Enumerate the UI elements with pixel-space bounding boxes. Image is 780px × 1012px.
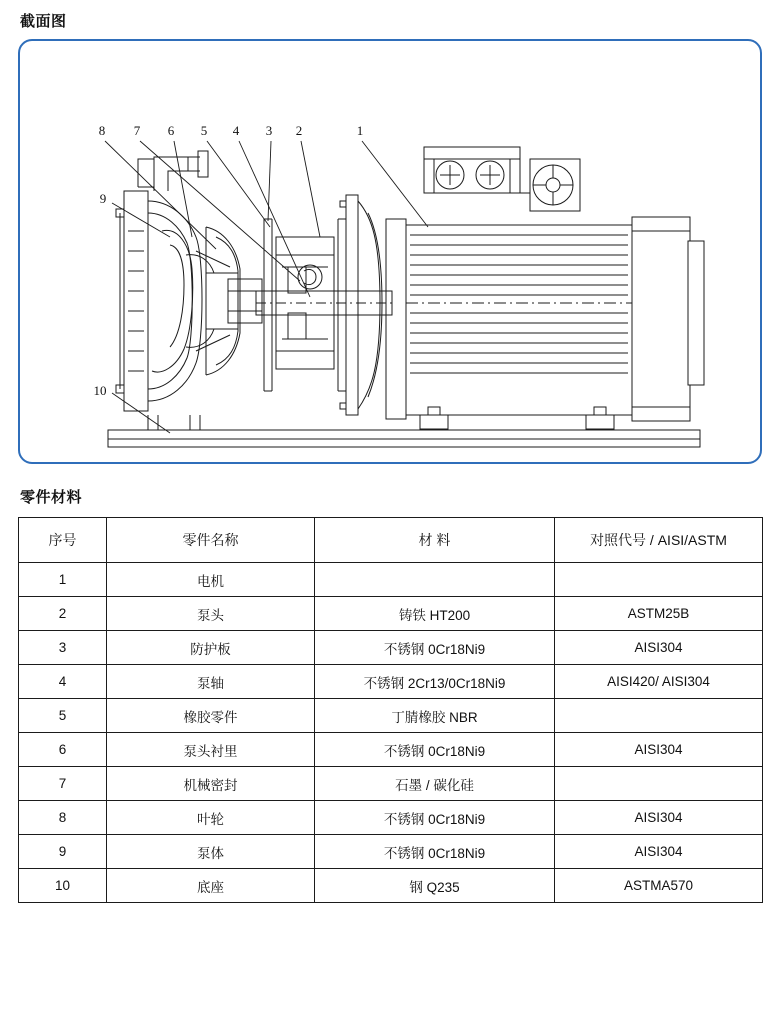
cell-code: AISI420/ AISI304 [555,665,763,699]
cell-material [315,563,555,597]
cell-no: 2 [19,597,107,631]
col-header-code: 对照代号 / AISI/ASTM [555,518,763,563]
cell-no: 8 [19,801,107,835]
motor-end-bell-left [386,219,406,419]
cell-name: 机械密封 [107,767,315,801]
table-row [19,563,763,597]
motor-body [406,225,632,415]
cell-code [555,767,763,801]
cross-section-figure-frame [18,39,762,464]
cell-code: ASTM25B [555,597,763,631]
pump-cross-section-drawing [20,41,760,462]
cell-name: 泵头 [107,597,315,631]
cell-material: 不锈钢 2Cr13/0Cr18Ni9 [315,665,555,699]
cell-name: 泵头衬里 [107,733,315,767]
materials-section-title: 零件材料 [20,489,83,506]
figure-section-title-wrap [18,0,762,31]
table-row [19,801,763,835]
cell-code: AISI304 [555,733,763,767]
cell-no: 1 [19,563,107,597]
cell-code [555,563,763,597]
cell-name: 泵体 [107,835,315,869]
cell-code: AISI304 [555,835,763,869]
cell-no: 4 [19,665,107,699]
materials-section-title-wrap [18,486,762,507]
cell-no: 7 [19,767,107,801]
table-row [19,597,763,631]
callout-6: 6 [167,123,175,138]
cell-no: 3 [19,631,107,665]
cell-no: 10 [19,869,107,903]
table-row [19,665,763,699]
cell-name: 防护板 [107,631,315,665]
callout-3: 3 [265,123,273,138]
cell-code: AISI304 [555,631,763,665]
cell-material: 铸铁 HT200 [315,597,555,631]
table-row [19,631,763,665]
cell-no: 5 [19,699,107,733]
cell-material: 不锈钢 0Cr18Ni9 [315,631,555,665]
parts-table-body [19,563,763,903]
cell-name: 叶轮 [107,801,315,835]
cell-material: 不锈钢 0Cr18Ni9 [315,733,555,767]
cell-name: 泵轴 [107,665,315,699]
callout-5: 5 [200,123,208,138]
cell-material: 不锈钢 0Cr18Ni9 [315,801,555,835]
table-row [19,767,763,801]
cell-code [555,699,763,733]
parts-material-table [18,517,763,903]
callout-4: 4 [232,123,240,138]
col-header-no: 序号 [19,518,107,563]
cell-material: 石墨 / 碳化硅 [315,767,555,801]
cell-name: 底座 [107,869,315,903]
cell-material: 钢 Q235 [315,869,555,903]
table-header-row [19,518,763,563]
leader-1 [362,141,428,227]
table-row [19,699,763,733]
callout-9: 9 [99,191,107,206]
motor-terminal-box [424,147,520,193]
callout-1: 1 [356,123,364,138]
cell-no: 9 [19,835,107,869]
motor-fan-cover [632,217,690,421]
leader-2 [301,141,320,237]
cell-material: 丁腈橡胶 NBR [315,699,555,733]
cell-code: ASTMA570 [555,869,763,903]
cell-code: AISI304 [555,801,763,835]
cell-name: 电机 [107,563,315,597]
figure-section-title: 截面图 [20,13,67,30]
cell-no: 6 [19,733,107,767]
callout-7: 7 [133,123,141,138]
col-header-name: 零件名称 [107,518,315,563]
callout-8: 8 [98,123,106,138]
cell-name: 橡胶零件 [107,699,315,733]
motor-fins [410,235,628,373]
callout-2: 2 [295,123,303,138]
cell-material: 不锈钢 0Cr18Ni9 [315,835,555,869]
table-row [19,869,763,903]
table-row [19,733,763,767]
table-row [19,835,763,869]
col-header-material: 材 料 [315,518,555,563]
callout-10: 10 [93,383,107,398]
